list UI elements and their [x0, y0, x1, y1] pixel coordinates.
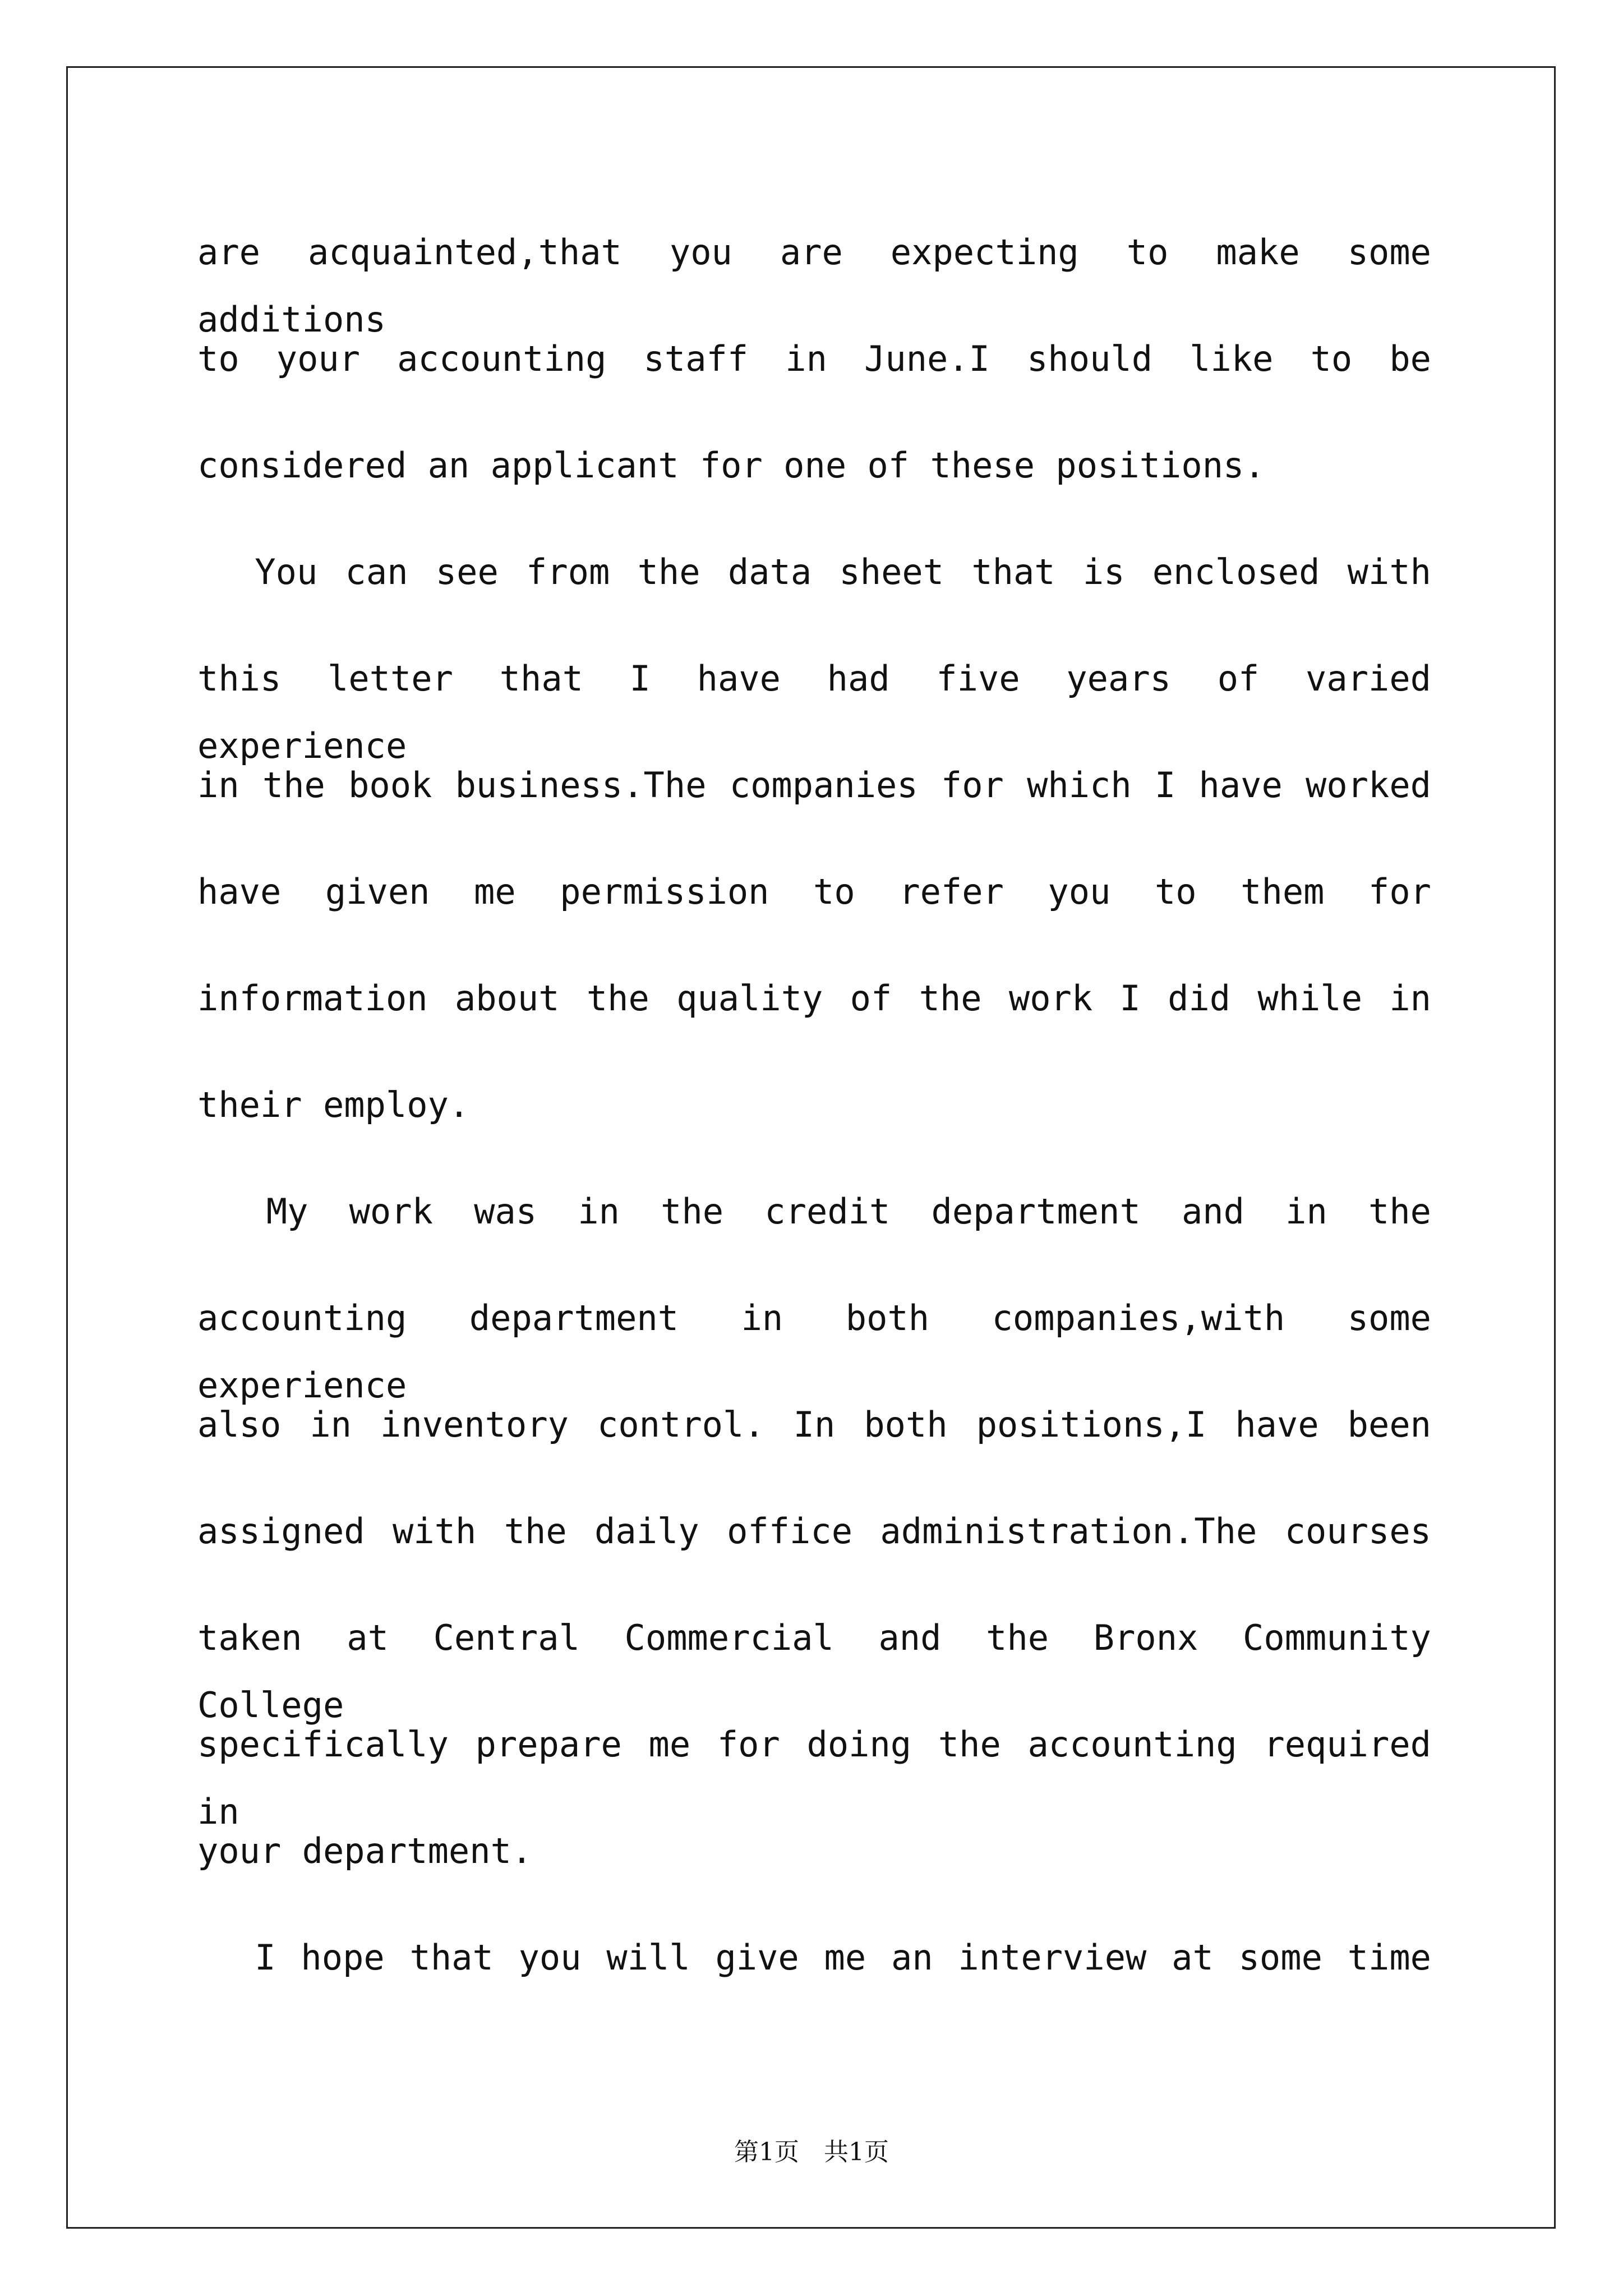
- text-line: You can see from the data sheet that is enclosed with: [255, 551, 1431, 592]
- text-line: are acquainted,that you are expecting to make some additions: [197, 232, 1431, 340]
- text-line: also in inventory control. In both positions,I have been: [197, 1404, 1431, 1445]
- text-line: accounting department in both companies,with some experience: [197, 1297, 1431, 1406]
- letter-body: [197, 219, 1431, 2031]
- text-line: assigned with the daily office administration.The courses: [197, 1511, 1431, 1552]
- page-number-footer: 第1页 共1页: [734, 2138, 889, 2166]
- text-line: their employ.: [197, 1084, 470, 1125]
- text-line: your department.: [197, 1830, 533, 1871]
- text-line: in the book business.The companies for which I have worked: [197, 765, 1431, 806]
- text-line: considered an applicant for one of these positions.: [197, 445, 1265, 486]
- text-line: I hope that you will give me an interview at some time: [255, 1937, 1431, 1978]
- text-line: this letter that I have had five years of varied experience: [197, 658, 1431, 766]
- text-line: specifically prepare me for doing the accounting required in: [197, 1724, 1431, 1832]
- text-line: information about the quality of the work I did while in: [197, 978, 1431, 1019]
- text-line: to your accounting staff in June.I should like to be: [197, 338, 1431, 379]
- text-line: have given me permission to refer you to them for: [197, 871, 1431, 912]
- text-line: My work was in the credit department and in the: [266, 1191, 1431, 1232]
- text-line: taken at Central Commercial and the Bronx Community College: [197, 1617, 1431, 1726]
